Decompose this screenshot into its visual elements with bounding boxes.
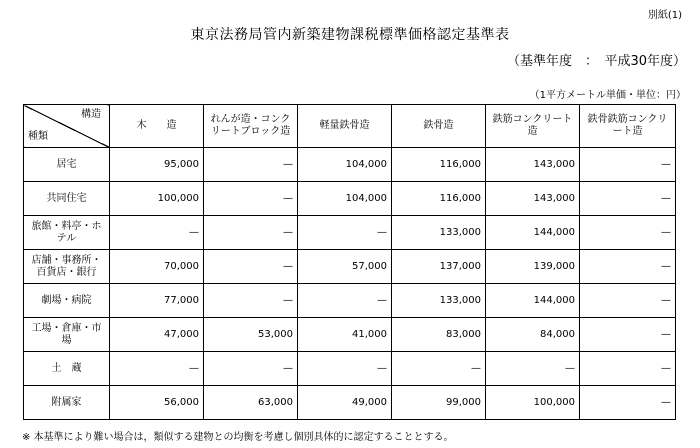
document-title: 東京法務局管内新築建物課税標準価格認定基準表 — [190, 27, 510, 43]
table-cell: — — [298, 284, 392, 318]
unit-note: （1平方メートル単価・単位：円） — [529, 90, 686, 101]
table-cell: — — [580, 352, 676, 386]
table-row — [24, 386, 676, 420]
table-cell: — — [392, 352, 486, 386]
table-cell: 95,000 — [110, 148, 204, 182]
row-label: 店舗・事務所・百貨店・銀行 — [24, 250, 110, 284]
column-header: 軽量鉄骨造 — [298, 105, 392, 148]
column-header: 鉄筋コンクリート造 — [486, 105, 580, 148]
table-cell: — — [204, 216, 298, 250]
table-cell: 139,000 — [486, 250, 580, 284]
table-cell: — — [580, 182, 676, 216]
table-cell: — — [204, 352, 298, 386]
table-cell: 56,000 — [110, 386, 204, 420]
table-cell: 99,000 — [392, 386, 486, 420]
table-cell: 143,000 — [486, 182, 580, 216]
footnote: ※ 本基準により難い場合は，類似する建物との均衡を考慮し個別具体的に認定することとする。 — [22, 432, 454, 443]
type-header: 種類 — [28, 131, 48, 142]
table-cell: 104,000 — [298, 148, 392, 182]
row-label: 旅館・料亭・ホテル — [24, 216, 110, 250]
table-cell: 41,000 — [298, 318, 392, 352]
table-cell: 70,000 — [110, 250, 204, 284]
table-row — [24, 216, 676, 250]
table-row — [24, 318, 676, 352]
table-cell: — — [204, 250, 298, 284]
table-cell: 144,000 — [486, 284, 580, 318]
table-cell: 83,000 — [392, 318, 486, 352]
valuation-table — [23, 104, 676, 420]
attachment-label: 別紙(1) — [647, 10, 682, 21]
table-cell: 116,000 — [392, 182, 486, 216]
table-cell: — — [298, 216, 392, 250]
row-label: 居宅 — [24, 148, 110, 182]
table-cell: 104,000 — [298, 182, 392, 216]
column-header: 鉄骨造 — [392, 105, 486, 148]
column-header: れんが造・コンクリートブロック造 — [204, 105, 298, 148]
row-label: 工場・倉庫・市場 — [24, 318, 110, 352]
table-cell: 116,000 — [392, 148, 486, 182]
column-header: 鉄骨鉄筋コンクリート造 — [580, 105, 676, 148]
table-cell: — — [110, 352, 204, 386]
table-row — [24, 284, 676, 318]
row-label: 共同住宅 — [24, 182, 110, 216]
table-row — [24, 352, 676, 386]
table-cell: — — [580, 250, 676, 284]
table-cell: 57,000 — [298, 250, 392, 284]
table-cell: 53,000 — [204, 318, 298, 352]
table-cell: 63,000 — [204, 386, 298, 420]
table-cell: — — [580, 318, 676, 352]
row-label: 劇場・病院 — [24, 284, 110, 318]
base-year: （基準年度 ： 平成30年度） — [506, 54, 686, 69]
corner-header — [24, 105, 110, 148]
table-row — [24, 148, 676, 182]
table-cell: 133,000 — [392, 284, 486, 318]
column-header: 木 造 — [110, 105, 204, 148]
table-cell: 100,000 — [110, 182, 204, 216]
table-cell: — — [298, 352, 392, 386]
table-cell: 100,000 — [486, 386, 580, 420]
table-header-row — [24, 105, 676, 148]
table-cell: 143,000 — [486, 148, 580, 182]
table-cell: — — [204, 148, 298, 182]
table-cell: — — [204, 284, 298, 318]
table-cell: 77,000 — [110, 284, 204, 318]
structure-header: 構造 — [81, 109, 101, 120]
table-cell: — — [110, 216, 204, 250]
table-row — [24, 250, 676, 284]
table-cell: 49,000 — [298, 386, 392, 420]
table-cell: — — [580, 284, 676, 318]
table-cell: 144,000 — [486, 216, 580, 250]
table-cell: 137,000 — [392, 250, 486, 284]
table-cell: 47,000 — [110, 318, 204, 352]
table-cell: — — [580, 148, 676, 182]
row-label: 附属家 — [24, 386, 110, 420]
table-cell: — — [580, 216, 676, 250]
row-label: 土 蔵 — [24, 352, 110, 386]
table-cell: — — [204, 182, 298, 216]
table-cell: 133,000 — [392, 216, 486, 250]
table-cell: — — [580, 386, 676, 420]
table-row — [24, 182, 676, 216]
table-cell: 84,000 — [486, 318, 580, 352]
table-cell: — — [486, 352, 580, 386]
